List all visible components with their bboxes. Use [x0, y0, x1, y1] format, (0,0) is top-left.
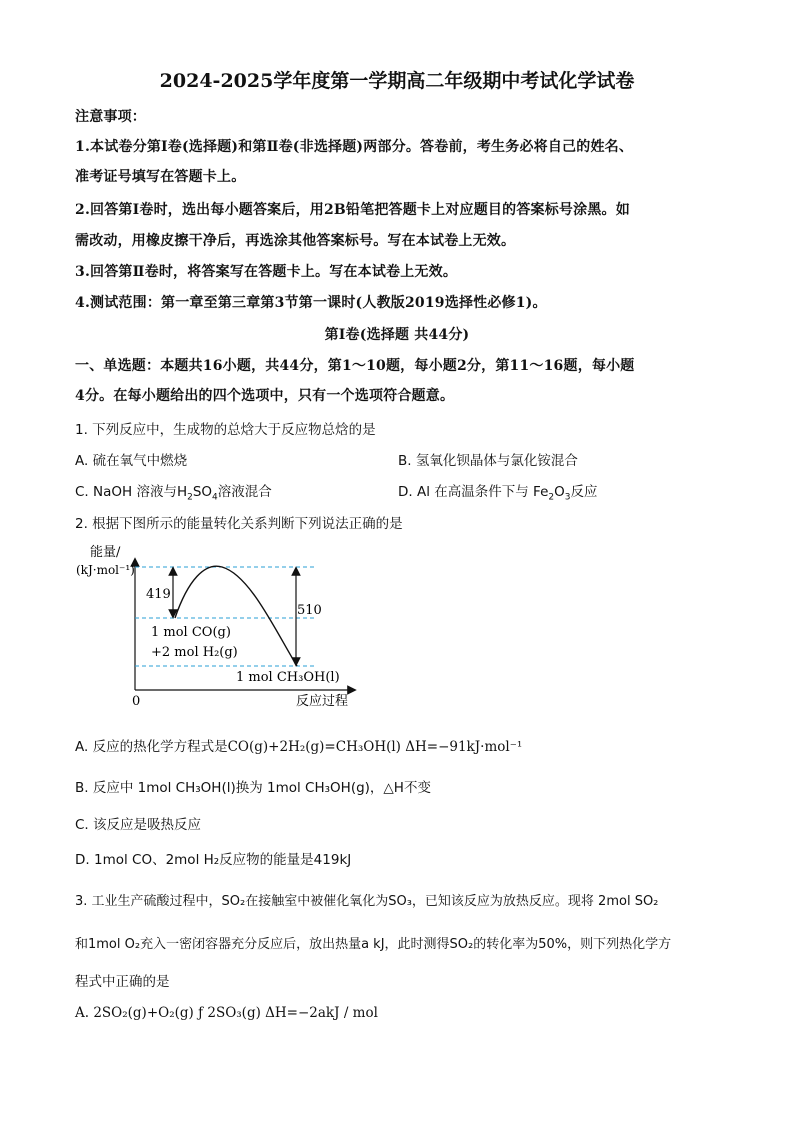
- origin-label: 0: [132, 694, 141, 709]
- reactant-label-1: 1 mol CO(g): [151, 625, 231, 640]
- q2-option-d: D. 1mol CO、2mol H₂反应物的能量是419kJ: [75, 852, 352, 868]
- section-instructions-b: 4分。在每小题给出的四个选项中，只有一个选项符合题意。: [75, 388, 455, 404]
- activation-label: 419: [146, 587, 171, 602]
- y-axis-label-1: 能量/: [90, 545, 121, 560]
- exam-title: 2024-2025学年度第一学期高二年级期中考试化学试卷: [159, 70, 635, 92]
- note-2a: 2.回答第Ⅰ卷时，选出每小题答案后，用2B铅笔把答题卡上对应题目的答案标号涂黑。如: [75, 202, 630, 218]
- section-title: 第Ⅰ卷(选择题 共44分): [324, 327, 470, 343]
- y-axis-label-2: (kJ·mol⁻¹): [76, 563, 135, 577]
- q2-option-c: C. 该反应是吸热反应: [75, 817, 202, 833]
- notes-heading: 注意事项：: [75, 109, 146, 125]
- q1-option-d-suffix: 反应: [570, 484, 598, 500]
- q3-line-3: 程式中正确的是: [75, 974, 170, 990]
- note-1a: 1.本试卷分第Ⅰ卷(选择题)和第Ⅱ卷(非选择题)两部分。答卷前，考生务必将自己的姓名、: [75, 139, 634, 155]
- reactant-label-2: +2 mol H₂(g): [151, 645, 238, 660]
- q3-line-1: 3. 工业生产硫酸过程中，SO₂在接触室中被催化氧化为SO₃，已知该反应为放热反应。现将 2mol SO₂: [75, 894, 659, 909]
- q1-option-d: D. Al 在高温条件下与 $Fe_2O_3$反应: [398, 484, 598, 503]
- delta-label: 510: [297, 603, 322, 618]
- q1-stem: 1. 下列反应中，生成物的总焓大于反应物总焓的是: [75, 422, 376, 438]
- note-1b: 准考证号填写在答题卡上。: [75, 169, 246, 185]
- product-label: 1 mol CH₃OH(l): [236, 670, 340, 685]
- q1-option-c-suffix: 溶液混合: [217, 484, 272, 500]
- q2-stem: 2. 根据下图所示的能量转化关系判断下列说法正确的是: [75, 516, 403, 532]
- energy-diagram: [60, 540, 380, 710]
- section-instructions-a: 一、单选题：本题共16小题，共44分，第1～10题，每小题2分，第11～16题，每小题: [75, 358, 635, 374]
- q3-line-2: 和1mol O₂充入一密闭容器充分反应后，放出热量a kJ，此时测得SO₂的转化率为50%，则下列热化学方: [75, 937, 672, 952]
- note-2b: 需改动，用橡皮擦干净后，再选涂其他答案标号。写在本试卷上无效。: [75, 233, 516, 249]
- q1-option-a: A. 硫在氧气中燃烧: [75, 453, 188, 469]
- q2-option-b: B. 反应中 1mol CH₃OH(l)换为 1mol CH₃OH(g)，△H不变: [75, 780, 431, 796]
- q2-option-a-prefix: A. 反应的热化学方程式是: [75, 739, 228, 755]
- x-axis-label: 反应过程: [296, 694, 349, 709]
- q1-option-d-prefix: D. Al 在高温条件下与 Fe: [398, 484, 549, 500]
- q1-option-c: C. NaOH 溶液与$H_2SO_4$溶液混合: [75, 484, 272, 503]
- q1-option-b: B. 氢氧化钡晶体与氯化铵混合: [398, 453, 578, 469]
- q2-option-a: [75, 735, 522, 755]
- q1-option-c-prefix: C. NaOH 溶液与H: [75, 484, 188, 500]
- q3-option-a: A. 2SO₂(g)+O₂(g) ƒ 2SO₃(g) ΔH=−2akJ / mol: [75, 1005, 378, 1021]
- note-3: 3.回答第Ⅱ卷时，将答案写在答题卡上。写在本试卷上无效。: [75, 264, 458, 280]
- note-4: 4.测试范围：第一章至第三章第3节第一课时(人教版2019选择性必修1)。: [75, 295, 547, 311]
- q2-option-a-formula: CO(g)+2H₂(g)=CH₃OH(l) ΔH=−91kJ·mol⁻¹: [227, 739, 523, 755]
